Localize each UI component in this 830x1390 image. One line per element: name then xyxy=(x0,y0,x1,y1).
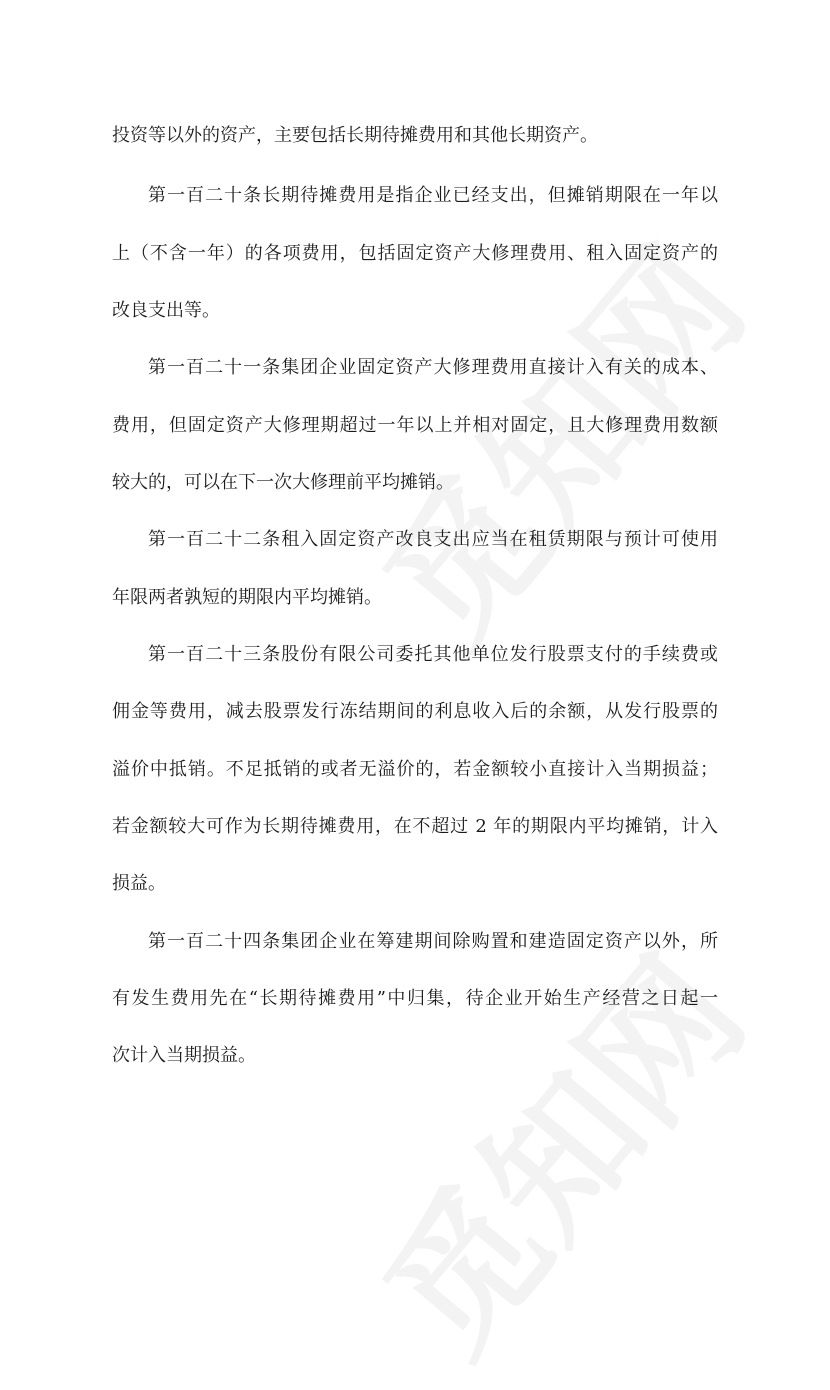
paragraph-line: 年限两者孰短的期限内平均摊销。 xyxy=(112,587,382,608)
watermark xyxy=(328,906,783,1390)
paragraph-line: 投资等以外的资产，主要包括长期待摊费用和其他长期资产。 xyxy=(112,125,598,146)
paragraph-line: 费用，但固定资产大修理期超过一年以上并相对固定，且大修理费用数额 xyxy=(112,415,718,436)
paragraph-line: 第一百二十二条租入固定资产改良支出应当在租赁期限与预计可使用 xyxy=(148,529,718,550)
paragraph-line: 次计入当期损益。 xyxy=(112,1045,256,1066)
paragraph-line: 若金额较大可作为长期待摊费用，在不超过 2 年的期限内平均摊销，计入 xyxy=(112,816,718,837)
paragraph-line: 上（不含一年）的各项费用，包括固定资产大修理费用、租入固定资产的 xyxy=(112,243,718,264)
paragraph-line: 佣金等费用，减去股票发行冻结期间的利息收入后的余额，从发行股票的 xyxy=(112,701,718,722)
paragraph-line: 第一百二十条长期待摊费用是指企业已经支出，但摊销期限在一年以 xyxy=(148,185,718,206)
paragraph-line: 第一百二十四条集团企业在筹建期间除购置和建造固定资产以外，所 xyxy=(148,931,718,952)
paragraph-line: 改良支出等。 xyxy=(112,300,220,321)
paragraph-line: 第一百二十一条集团企业固定资产大修理费用直接计入有关的成本、 xyxy=(148,357,718,378)
paragraph-line: 损益。 xyxy=(112,873,166,894)
paragraph-line: 有发生费用先在“长期待摊费用”中归集，待企业开始生产经营之日起一 xyxy=(112,988,718,1009)
paragraph-line: 较大的，可以在下一次大修理前平均摊销。 xyxy=(112,472,454,493)
paragraph-line: 溢价中抵销。不足抵销的或者无溢价的，若金额较小直接计入当期损益； xyxy=(112,759,718,780)
paragraph-line: 第一百二十三条股份有限公司委托其他单位发行股票支付的手续费或 xyxy=(148,644,718,665)
